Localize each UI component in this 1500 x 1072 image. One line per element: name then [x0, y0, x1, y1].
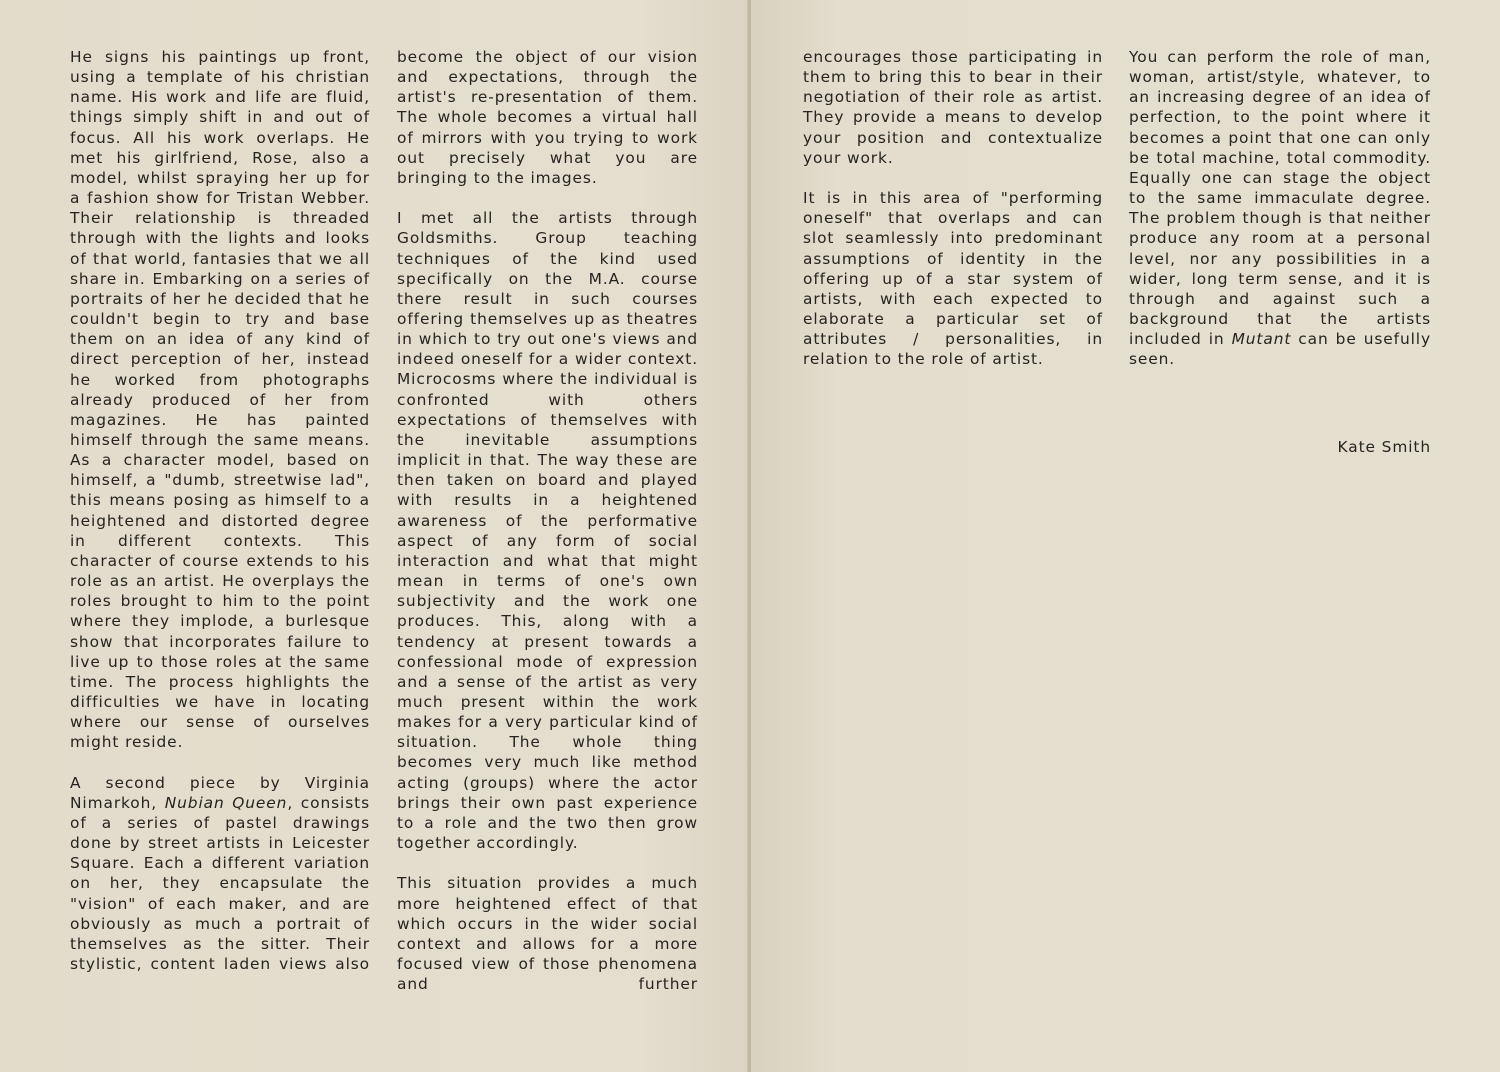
paragraph: I met all the artists through Goldsmiths. Group teaching techniques of the kind used specifically on the M.A. course there result in such courses offering themselves up as theatres in which to try out one's views and indeed oneself for a wider context. Microcosms where the individual is confronted with others expectations of themselves with the inevitable assumptions implicit in that. The way these are then taken on board and played with results in a heightened awareness of the performative aspect of any form of social interaction and what that might mean in terms of one's own subjectivity and the work one produces. This, along with a tendency at present towards a confessional mode of expression and a sense of the artist as very much present within the work makes for a very particular kind of situation. The whole thing becomes very much like method acting (groups) where the actor brings their own past experience to a role and the two then grow together accordingly. — [397, 209, 698, 853]
exhibition-title: Mutant — [1231, 330, 1292, 349]
left-page — [0, 0, 749, 1072]
paragraph-text: , consists of a series of pastel drawings done by street artists in Leicester Square. Each a different variation on her, they encapsulate the "vision" of each maker, and are obviously as much a portrait of themselves as the sitter. Their stylistic, content laden views also — [70, 793, 370, 974]
paragraph: It is in this area of "performing oneself" that overlaps and can slot seamlessly into predominant assumptions of identity in the offering up of a star system of artists, with each expected to elaborate a particular set of attributes / personalities, in relation to the role of artist. — [803, 189, 1103, 369]
author-signature: Kate Smith — [1337, 438, 1431, 456]
text-column-4 — [1129, 47, 1431, 370]
text-column-2 — [397, 47, 698, 994]
paragraph-text: can be usefully seen. — [1129, 330, 1431, 369]
paragraph — [1129, 47, 1431, 370]
text-column-1 — [70, 47, 370, 974]
paragraph: He signs his paintings up front, using a template of his christian name. His work and life are fluid, things simply shift in and out of focus. All his work overlaps. He met his girlfriend, Rose, also a model, whilst spraying her up for a fashion show for Tristan Webber. Their relationship is threaded through with the lights and looks of that world, fantasies that we all share in. Embarking on a series of portraits of her he decided that he couldn't begin to try and base them on an idea of any kind of direct perception of her, instead he worked from photographs already produced of her from magazines. He has painted himself through the same means. As a character model, based on himself, a "dumb, streetwise lad", this means posing as himself to a heightened and distorted degree in different contexts. This character of course extends to his role as an artist. He overplays the roles brought to him to the point where they implode, a burlesque show that incorporates failure to live up to those roles at the same time. The process highlights the difficulties we have in locating where our sense of ourselves might reside. — [70, 48, 370, 752]
artwork-title: Nubian Queen — [164, 793, 288, 812]
paragraph — [70, 773, 370, 975]
paragraph: This situation provides a much more heightened effect of that which occurs in the wider social context and allows for a more focused view of those phenomena and further — [397, 874, 698, 994]
text-column-3 — [803, 47, 1103, 369]
paragraph-text: You can perform the role of man, woman, artist/style, whatever, to an increasing degree of an idea of perfection, to the point where it becomes a point that one can only be total machine, total commodity. Equally one can stage the object to the same immaculate degree. The problem though is that neither produce any room at a personal level, nor any possibilities in a wider, long term sense, and it is through and against such a background that the artists included in — [1129, 48, 1431, 349]
paragraph: become the object of our vision and expectations, through the artist's re-presentation of them. The whole becomes a virtual hall of mirrors with you trying to work out precisely what you are bringing to the images. — [397, 48, 698, 187]
paragraph-text: A second piece by Virginia Nimarkoh, — [70, 773, 370, 812]
paragraph: encourages those participating in them to bring this to bear in their negotiation of their role as artist. They provide a means to develop your position and contextualize your work. — [803, 48, 1103, 167]
